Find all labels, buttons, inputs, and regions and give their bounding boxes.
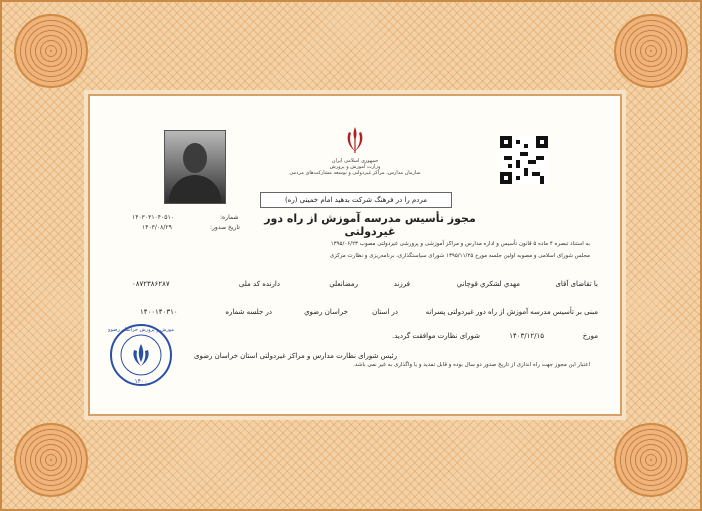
province: خراسان رضوي	[304, 308, 348, 316]
issuer-organization: جمهوری اسلامی ایران وزارت آموزش و پرورش سازمان مدارس، مراکز غیردولتی و توسعه مشارکت‌های مردمی	[289, 158, 421, 176]
child-of-label: فرزند	[393, 280, 410, 288]
corner-ornament	[614, 423, 688, 497]
applicant-photo	[164, 130, 226, 204]
issue-date: ۱۴۰۳/۰۸/۲۹	[142, 224, 172, 231]
corner-ornament	[14, 423, 88, 497]
dated-label: مورخ	[582, 332, 598, 340]
certificate-body	[88, 94, 622, 416]
council-approval: شورای نظارت موافقت گردید.	[392, 332, 480, 340]
certificate-number: ۱۴۰۳۰۳۱۰۴۰۵۱۰	[132, 214, 174, 221]
father-name: رمضانعلي	[329, 280, 358, 288]
session-number: ۱۴۰۰۱۴۰۳۱۰	[140, 308, 178, 316]
official-stamp-icon	[108, 322, 174, 388]
number-label: شماره:	[220, 214, 239, 221]
province-label: در استان	[372, 308, 398, 316]
corner-ornament	[614, 14, 688, 88]
iran-emblem-icon	[340, 124, 370, 156]
national-id-label: دارنده کد ملی	[238, 280, 280, 288]
issue-date-label: تاریخ صدور:	[210, 224, 240, 231]
approval-date: ۱۴۰۳/۱۲/۱۵	[509, 332, 544, 340]
basis-label: مبنی بر تأسیس مدرسه آموزش از راه دور غیردولتی پسرانه	[425, 308, 598, 316]
legal-basis-line: مجلس شورای اسلامی و مصوبه اولین جلسه مورخ ۱۳۹۵/۱۱/۲۵ شورای سیاستگذاری، برنامه‌ریزی و نظارت مرکزی	[329, 253, 590, 259]
session-label: در جلسه شماره	[225, 308, 272, 316]
qr-code-icon	[500, 136, 548, 184]
official-stamp	[108, 322, 174, 388]
legal-basis-line: به استناد تبصره ۴ ماده ۵ قانون تأسیس و اداره مدارس و مراکز آموزشی و پرورشی غیردولتی مصوب ۱۳۹۵/۰۶/۲۳	[330, 241, 590, 247]
validity-note: اعتبار این مجوز جهت راه اندازی از تاریخ صدور دو سال بوده و قابل تمدید و یا واگذاری به غیر نمی باشد.	[353, 362, 590, 368]
signature-title: رئیس شورای نظارت مدارس و مراکز غیردولتی استان خراسان رضوی	[194, 352, 397, 360]
applicant-name: مهدي لشكري قوچاني	[456, 280, 520, 288]
applicant-label: با تقاضای آقای	[555, 280, 598, 288]
corner-ornament	[14, 14, 88, 88]
svg-text:آموزش و پرورش خراسان رضوی: آموزش و پرورش خراسان رضوی	[108, 327, 174, 333]
national-id: ۰۸۷۲۳۸۶۲۸۷	[132, 280, 170, 288]
certificate-title: مجوز تأسیس مدرسه آموزش از راه دور غیردولتی	[264, 212, 476, 238]
motto-box: مردم را در فرهنگ شرکت بدهید امام خمینی (ره)	[260, 192, 452, 208]
svg-text:۱۴۰۰: ۱۴۰۰	[134, 378, 148, 385]
